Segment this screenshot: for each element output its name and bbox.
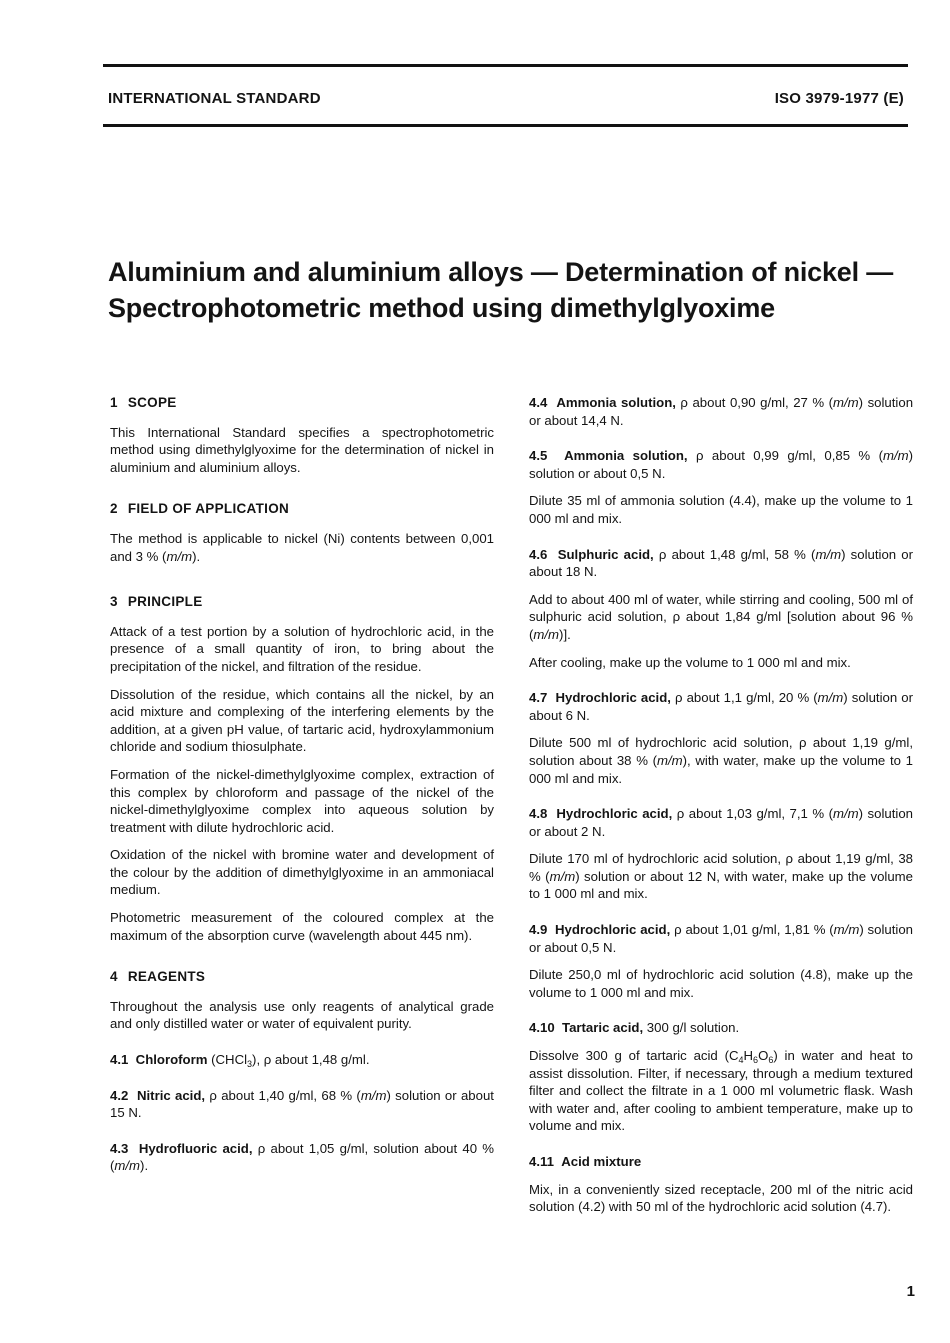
reagent-4-8-text: Dilute 170 ml of hydrochloric acid solution, ρ about 1,19 g/ml, 38 % (m/m) solution or about 12 N, with water, make up the volume to 1 000 ml and mix. xyxy=(529,851,913,902)
section-heading-principle: 3 PRINCIPLE xyxy=(110,594,203,610)
principle-paragraph-4: Oxidation of the nickel with bromine water and development of the colour by the addition of dimethylglyoxime in an ammoniacal medium. xyxy=(110,847,494,898)
reagent-4-7: 4.7 Hydrochloric acid, ρ about 1,1 g/ml, 20 % (m/m) solution or about 6 N. xyxy=(529,690,913,723)
principle-paragraph-5: Photometric measurement of the coloured complex at the maximum of the absorption curve (wavelength about 445 nm). xyxy=(110,910,494,943)
reagent-4-4: 4.4 Ammonia solution, ρ about 0,90 g/ml, 27 % (m/m) solution or about 14,4 N. xyxy=(529,395,914,428)
reagent-4-8: 4.8 Hydrochloric acid, ρ about 1,03 g/ml, 7,1 % (m/m) solution or about 2 N. xyxy=(529,806,914,839)
reagent-4-11-text: Mix, in a conveniently sized receptacle, 200 ml of the nitric acid solution (4.2) with 50 ml of the hydrochloric acid solution (4.7). xyxy=(529,1181,913,1215)
reagent-4-9: 4.9 Hydrochloric acid, ρ about 1,01 g/ml, 1,81 % (m/m) solution or about 0,5 N. xyxy=(529,922,913,955)
section-heading-reagents: 4 REAGENTS xyxy=(110,969,206,985)
reagent-4-6-text-1: Add to about 400 ml of water, while stirring and cooling, 500 ml of sulphuric acid solution, ρ about 1,84 g/ml [solution about 96 % (m/m)]. xyxy=(529,591,913,642)
header-top-rule xyxy=(103,64,908,67)
right-column xyxy=(529,394,913,1226)
reagent-4-3: 4.3 Hydrofluoric acid, ρ about 1,05 g/ml, solution about 40 % (m/m). xyxy=(110,1140,494,1174)
reagent-4-9-text: Dilute 250,0 ml of hydrochloric acid solution (4.8), make up the volume to 1 000 ml and mix. xyxy=(529,967,913,1000)
principle-paragraph-2: Dissolution of the residue, which contains all the nickel, by an acid mixture and complexing of the interfering elements by the addition, at a given pH value, of tartaric acid, hydroxylammonium chloride and sodium thiosulphate. xyxy=(110,686,494,755)
reagent-4-5: 4.5 Ammonia solution, ρ about 0,99 g/ml, 0,85 % (m/m) solution or about 0,5 N. xyxy=(529,448,914,481)
header-right: ISO 3979-1977 (E) xyxy=(774,90,904,107)
reagent-4-6-text-2: After cooling, make up the volume to 1 000 ml and mix. xyxy=(529,654,851,670)
reagent-4-6: 4.6 Sulphuric acid, ρ about 1,48 g/ml, 58 % (m/m) solution or about 18 N. xyxy=(529,546,914,580)
reagent-4-10: 4.10 Tartaric acid, 300 g/l solution. xyxy=(529,1020,740,1036)
page-number: 1 xyxy=(906,1283,915,1300)
title-line-2: Spectrophotometric method using dimethylglyoxime xyxy=(108,293,775,323)
document-title xyxy=(108,254,928,326)
header-bottom-rule xyxy=(103,124,908,127)
section-heading-scope: 1 SCOPE xyxy=(110,395,177,410)
section-heading-field: 2 FIELD OF APPLICATION xyxy=(110,501,290,517)
principle-paragraph-1: Attack of a test portion by a solution of hydrochloric acid, in the presence of a small quantity of iron, to bring about the precipitation of the nickel, and filtration of the residue. xyxy=(110,623,494,674)
reagent-4-1: 4.1 Chloroform (CHCl$_3$), ρ about 1,48 g/ml. xyxy=(110,1052,370,1070)
reagent-4-2: 4.2 Nitric acid, ρ about 1,40 g/ml, 68 % (m/m) solution or about 15 N. xyxy=(110,1087,494,1121)
header-left: INTERNATIONAL STANDARD xyxy=(108,90,321,107)
reagent-4-7-text: Dilute 500 ml of hydrochloric acid solution, ρ about 1,19 g/ml, solution about 38 % (m/m), with water, make up the volume to 1 000 ml and mix. xyxy=(529,735,913,786)
title-line-1: Aluminium and aluminium alloys — Determination of nickel — xyxy=(108,257,894,287)
principle-paragraph-3: Formation of the nickel-dimethylglyoxime complex, extraction of this complex by chloroform and passage of the nickel of the nickel-dimethylglyoxime complex into aqueous solution by treatment with dilute hydrochloric acid. xyxy=(110,766,494,835)
reagent-4-5-text: Dilute 35 ml of ammonia solution (4.4), make up the volume to 1 000 ml and mix. xyxy=(529,493,913,526)
left-column xyxy=(110,394,494,1185)
field-paragraph: The method is applicable to nickel (Ni) contents between 0,001 and 3 % (m/m). xyxy=(110,530,494,564)
reagent-4-10-text: Dissolve 300 g of tartaric acid $(C_4H_6O_6)$ in water and heat to assist dissolution. Filter, if necessary, through a medium textured filter and collect the filtrate in a 1 000 ml volumetric flask. Wash with water and, after cooling to ambient temperature, make up to volume and mix. xyxy=(529,1048,914,1134)
reagent-4-11: 4.11 Acid mixture xyxy=(529,1154,642,1169)
scope-paragraph: This International Standard specifies a spectrophotometric method using dimethylglyoxime for the determination of nickel in aluminium and aluminium alloys. xyxy=(110,424,494,475)
reagents-paragraph: Throughout the analysis use only reagents of analytical grade and only distilled water or water of equivalent purity. xyxy=(110,998,494,1032)
